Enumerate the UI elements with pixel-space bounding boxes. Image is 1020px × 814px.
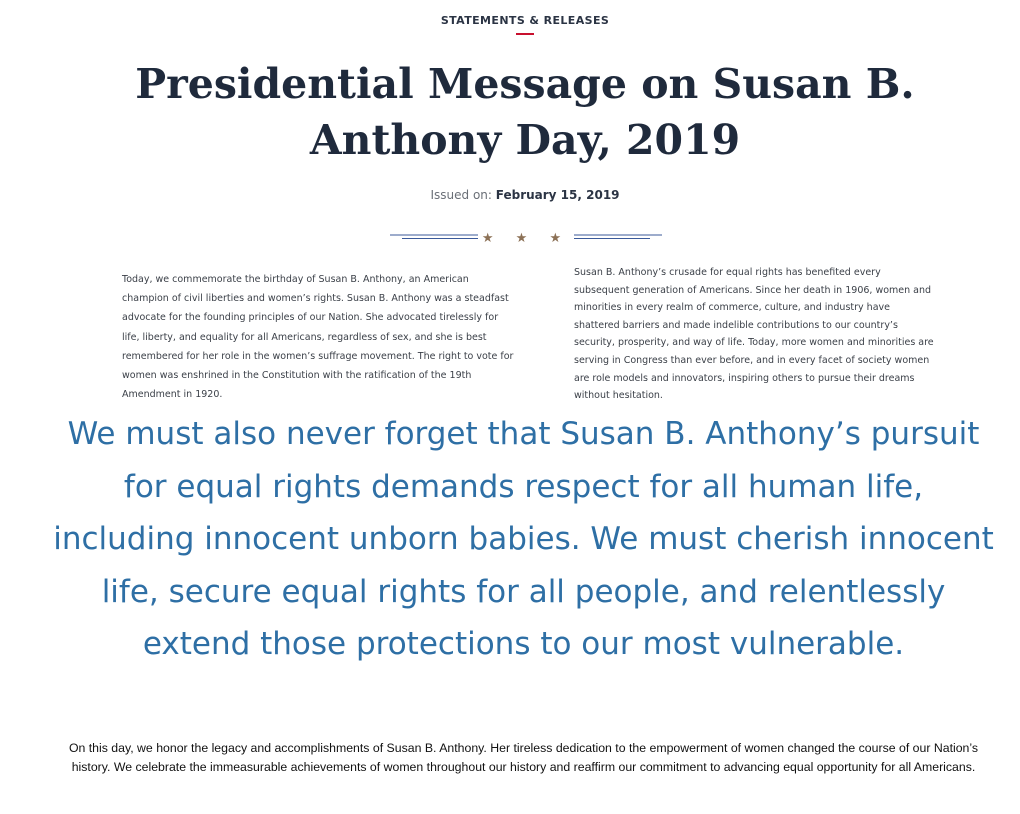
divider-left-lines	[390, 235, 478, 239]
closing-paragraph: On this day, we honor the legacy and accomplishments of Susan B. Anthony. Her tireless dedication to the empowerment of women changed the course of our Nation’s history. We celebrate the immeasurable achievements of women throughout our history and reaffirm our commitment to advancing equal opportunity for all Americans.	[68, 741, 979, 774]
body-paragraph-left: Today, we commemorate the birthday of Susan B. Anthony, an American champion of civil liberties and women’s rights. Susan B. Anthony was a steadfast advocate for the founding principles of our Nation. She advocated tirelessly for life, liberty, and equality for all Americans, regardless of sex, and she is best remembered for her role in the women’s suffrage movement. The right to vote for women was enshrined in the Constitution with the ratification of the 19th Amendment in 1920.	[122, 274, 514, 401]
issued-date: February 15, 2019	[495, 188, 620, 202]
divider-right-lines	[574, 235, 662, 239]
issued-line	[0, 188, 1020, 202]
divider-stars: ★ ★ ★	[481, 231, 571, 246]
body-paragraph-right: Susan B. Anthony’s crusade for equal rights has benefited every subsequent generation of Americans. Since her death in 1906, women and minorities in every realm of commerce, culture, and industry have shattered barriers and made indelible contributions to our country’s security, prosperity, and way of life. Today, more women and minorities are serving in Congress than ever before, and in every facet of society women are role models and innovators, inspiring others to pursue their dreams without hesitation.	[574, 267, 934, 402]
section-label-underline	[516, 33, 534, 35]
star-divider	[388, 228, 664, 246]
highlighted-quote: We must also never forget that Susan B. Anthony’s pursuit for equal rights demands respect for all human life, including innocent unborn babies. We must cherish innocent life, secure equal rights for all people, and relentlessly extend those protections to our most vulnerable.	[53, 416, 994, 663]
issued-label: Issued on:	[430, 188, 492, 202]
page-title: Presidential Message on Susan B. Anthony Day, 2019	[135, 60, 915, 164]
section-label[interactable]: STATEMENTS & RELEASES	[440, 14, 610, 27]
